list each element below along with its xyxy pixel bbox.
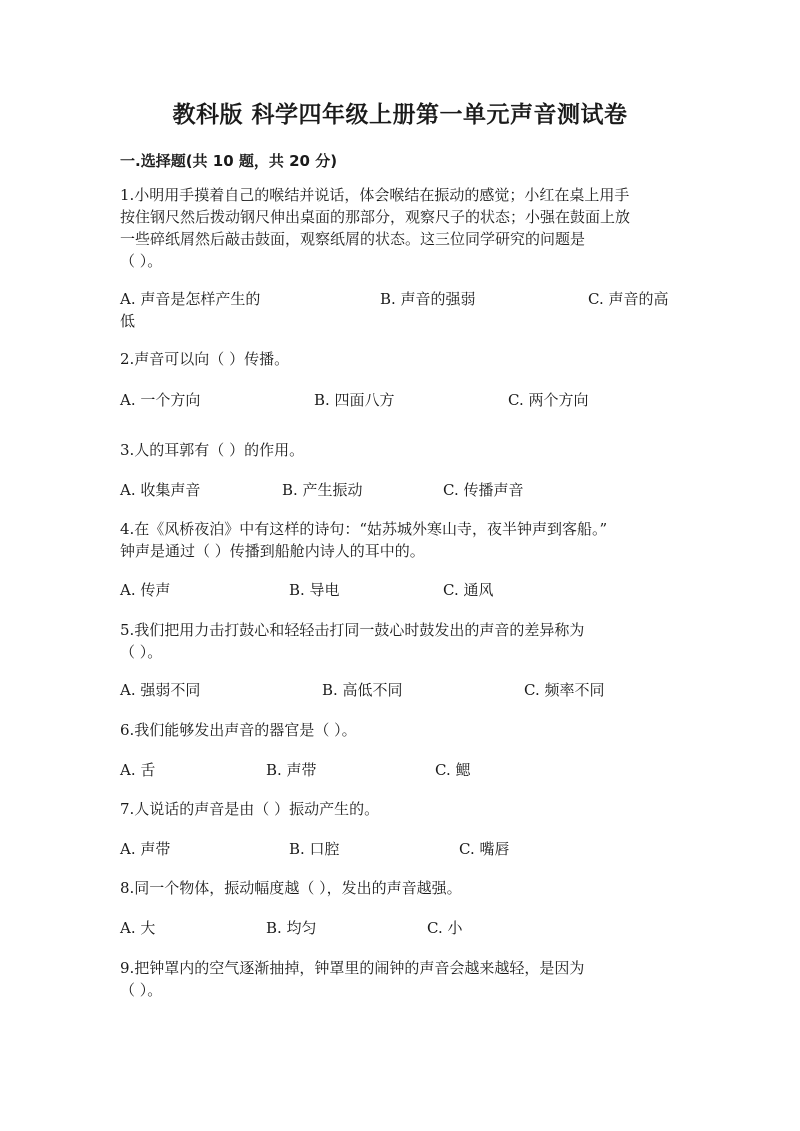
- option-a[interactable]: A. 收集声音: [120, 481, 201, 499]
- question-text-line: 9.把钟罩内的空气逐渐抽掉，钟罩里的闹钟的声音会越来越轻，是因为: [120, 959, 585, 977]
- question-3: [120, 439, 680, 461]
- question-6: [120, 719, 680, 741]
- question-9: [120, 957, 680, 1001]
- option-a[interactable]: A. 传声: [120, 581, 171, 599]
- option-a[interactable]: A. 强弱不同: [120, 681, 201, 699]
- question-7: [120, 798, 680, 820]
- question-text-line: 7.人说话的声音是由（ ）振动产生的。: [120, 800, 380, 818]
- option-c[interactable]: C. 传播声音: [443, 481, 524, 499]
- option-a[interactable]: A. 声带: [120, 840, 171, 858]
- exam-title: 教科版 科学四年级上册第一单元声音测试卷: [172, 102, 628, 128]
- option-c[interactable]: C. 小: [427, 919, 463, 937]
- option-a[interactable]: A. 舌: [120, 761, 156, 779]
- question-2: [120, 348, 680, 370]
- option-b[interactable]: B. 口腔: [289, 840, 340, 858]
- question-text-line: 2.声音可以向（ ）传播。: [120, 350, 290, 368]
- option-c[interactable]: C. 鳃: [435, 761, 471, 779]
- question-text-line: 3.人的耳郭有（ ）的作用。: [120, 441, 305, 459]
- section-heading: 一.选择题(共 10 题，共 20 分): [120, 152, 338, 170]
- question-text-line: 6.我们能够发出声音的器官是（ ）。: [120, 721, 357, 739]
- question-text-line: 钟声是通过（ ）传播到船舱内诗人的耳中的。: [120, 542, 425, 560]
- question-text-line: （ ）。: [120, 981, 163, 999]
- question-text-line: 5.我们把用力击打鼓心和轻轻击打同一鼓心时鼓发出的声音的差异称为: [120, 621, 585, 639]
- question-text-line: （ ）。: [120, 643, 163, 661]
- option-b[interactable]: B. 高低不同: [322, 681, 403, 699]
- question-text-line: 一些碎纸屑然后敲击鼓面，观察纸屑的状态。这三位同学研究的问题是: [120, 230, 586, 248]
- option-a[interactable]: A. 一个方向: [120, 391, 201, 409]
- question-text-line: 4.在《风桥夜泊》中有这样的诗句：“姑苏城外寒山寺，夜半钟声到客船。”: [120, 520, 608, 538]
- question-4: [120, 518, 680, 562]
- question-text-line: 1.小明用手摸着自己的喉结并说话，体会喉结在振动的感觉；小红在桌上用手: [120, 186, 630, 204]
- question-text-line: （ ）。: [120, 252, 163, 270]
- question-8: [120, 877, 680, 899]
- option-c[interactable]: C. 频率不同: [524, 681, 605, 699]
- option-b[interactable]: B. 声音的强弱: [380, 290, 476, 308]
- option-b[interactable]: B. 产生振动: [282, 481, 363, 499]
- question-text-line: 8.同一个物体，振动幅度越（ ），发出的声音越强。: [120, 879, 462, 897]
- option-b[interactable]: B. 均匀: [266, 919, 317, 937]
- option-c[interactable]: C. 声音的高: [588, 290, 669, 308]
- option-c[interactable]: C. 嘴唇: [459, 840, 510, 858]
- option-c-continued: 低: [120, 312, 136, 330]
- question-5: [120, 619, 680, 663]
- question-1: [120, 184, 680, 272]
- option-b[interactable]: B. 声带: [266, 761, 317, 779]
- option-b[interactable]: B. 四面八方: [314, 391, 395, 409]
- option-a[interactable]: A. 声音是怎样产生的: [120, 290, 261, 308]
- option-a[interactable]: A. 大: [120, 919, 156, 937]
- option-c[interactable]: C. 通风: [443, 581, 494, 599]
- question-text-line: 按住钢尺然后拨动钢尺伸出桌面的那部分，观察尺子的状态；小强在鼓面上放: [120, 208, 631, 226]
- option-b[interactable]: B. 导电: [289, 581, 340, 599]
- option-c[interactable]: C. 两个方向: [508, 391, 589, 409]
